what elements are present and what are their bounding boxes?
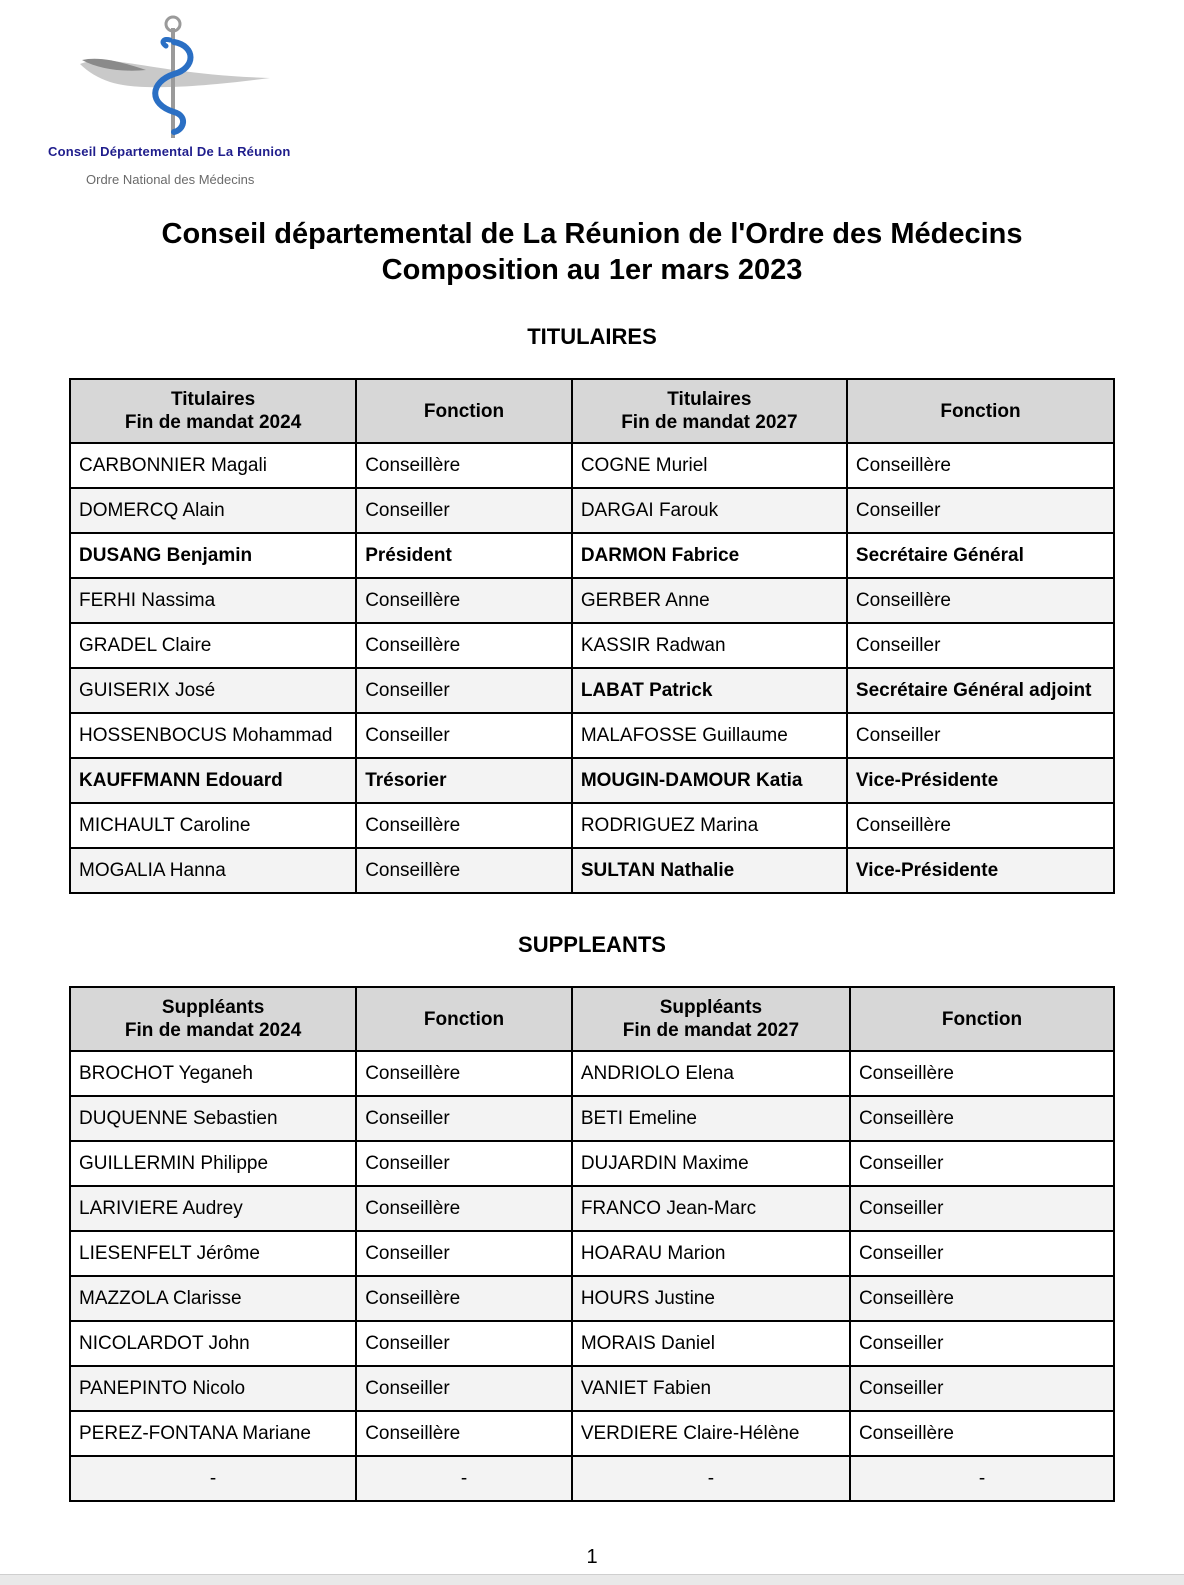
member-name-cell: DUQUENNE Sebastien: [70, 1096, 356, 1141]
table-row: [70, 668, 1114, 713]
member-role-cell: Conseillère: [850, 1276, 1114, 1321]
member-name-cell: SULTAN Nathalie: [572, 848, 847, 893]
table-row: [70, 713, 1114, 758]
member-role-cell: -: [850, 1456, 1114, 1501]
titulaires-heading: TITULAIRES: [527, 324, 657, 349]
member-role-cell: Conseillère: [356, 1186, 572, 1231]
member-name-cell: DARMON Fabrice: [572, 533, 847, 578]
member-name-cell: FERHI Nassima: [70, 578, 356, 623]
table-row: [70, 1051, 1114, 1096]
member-name-cell: KASSIR Radwan: [572, 623, 847, 668]
table-row: [70, 533, 1114, 578]
member-role-cell: Conseillère: [356, 848, 572, 893]
member-role-cell: Conseiller: [850, 1366, 1114, 1411]
member-name-cell: LABAT Patrick: [572, 668, 847, 713]
header-fonction: Fonction: [356, 987, 572, 1051]
member-name-cell: HOARAU Marion: [572, 1231, 850, 1276]
member-role-cell: Conseiller: [356, 1366, 572, 1411]
member-name-cell: NICOLARDOT John: [70, 1321, 356, 1366]
table-row: [70, 1276, 1114, 1321]
table-row: [70, 1411, 1114, 1456]
member-name-cell: KAUFFMANN Edouard: [70, 758, 356, 803]
member-name-cell: MALAFOSSE Guillaume: [572, 713, 847, 758]
header-fonction: Fonction: [850, 987, 1114, 1051]
member-role-cell: Vice-Présidente: [847, 758, 1114, 803]
table-row: [70, 1456, 1114, 1501]
member-name-cell: DARGAI Farouk: [572, 488, 847, 533]
member-name-cell: GERBER Anne: [572, 578, 847, 623]
member-role-cell: Conseillère: [356, 1276, 572, 1321]
member-name-cell: FRANCO Jean-Marc: [572, 1186, 850, 1231]
table-header-row: [70, 379, 1114, 443]
member-role-cell: Conseillère: [850, 1096, 1114, 1141]
header-fonction: Fonction: [356, 379, 572, 443]
suppleants-table: [69, 986, 1115, 1502]
member-name-cell: BROCHOT Yeganeh: [70, 1051, 356, 1096]
member-role-cell: Conseillère: [847, 578, 1114, 623]
member-role-cell: Conseillère: [356, 1411, 572, 1456]
member-role-cell: Conseillère: [356, 1051, 572, 1096]
logo-subtitle: Ordre National des Médecins: [86, 172, 255, 187]
logo-organization-name: Conseil Départemental De La Réunion: [48, 144, 291, 159]
member-role-cell: Conseiller: [356, 1141, 572, 1186]
member-name-cell: RODRIGUEZ Marina: [572, 803, 847, 848]
header-titulaires-2024: Titulaires Fin de mandat 2024: [70, 379, 356, 443]
member-role-cell: -: [356, 1456, 572, 1501]
member-role-cell: Conseillère: [356, 623, 572, 668]
member-role-cell: Conseillère: [847, 803, 1114, 848]
member-role-cell: Secrétaire Général: [847, 533, 1114, 578]
member-name-cell: LIESENFELT Jérôme: [70, 1231, 356, 1276]
member-name-cell: GUILLERMIN Philippe: [70, 1141, 356, 1186]
member-name-cell: DOMERCQ Alain: [70, 488, 356, 533]
member-role-cell: Conseiller: [847, 713, 1114, 758]
member-name-cell: PANEPINTO Nicolo: [70, 1366, 356, 1411]
member-name-cell: MORAIS Daniel: [572, 1321, 850, 1366]
member-role-cell: Trésorier: [356, 758, 572, 803]
member-name-cell: COGNE Muriel: [572, 443, 847, 488]
document-title: Conseil départemental de La Réunion de l'Ordre des Médecins: [161, 218, 1023, 250]
member-name-cell: HOURS Justine: [572, 1276, 850, 1321]
member-name-cell: MAZZOLA Clarisse: [70, 1276, 356, 1321]
member-role-cell: Conseillère: [356, 443, 572, 488]
titulaires-table: [69, 378, 1115, 894]
organization-logo: [40, 12, 320, 192]
header-titulaires-2027: Titulaires Fin de mandat 2027: [572, 379, 847, 443]
table-row: [70, 1141, 1114, 1186]
member-role-cell: Président: [356, 533, 572, 578]
member-name-cell: ANDRIOLO Elena: [572, 1051, 850, 1096]
member-name-cell: GRADEL Claire: [70, 623, 356, 668]
member-role-cell: Conseiller: [847, 488, 1114, 533]
member-role-cell: Conseillère: [847, 443, 1114, 488]
page-number: 1: [586, 1546, 598, 1568]
member-name-cell: DUSANG Benjamin: [70, 533, 356, 578]
member-name-cell: VERDIERE Claire-Hélène: [572, 1411, 850, 1456]
table-row: [70, 758, 1114, 803]
table-row: [70, 443, 1114, 488]
table-row: [70, 848, 1114, 893]
member-role-cell: Conseiller: [356, 1096, 572, 1141]
member-name-cell: CARBONNIER Magali: [70, 443, 356, 488]
table-row: [70, 1096, 1114, 1141]
member-role-cell: Conseillère: [356, 803, 572, 848]
member-role-cell: Conseiller: [850, 1231, 1114, 1276]
member-role-cell: Conseiller: [356, 1321, 572, 1366]
member-name-cell: DUJARDIN Maxime: [572, 1141, 850, 1186]
member-name-cell: PEREZ-FONTANA Mariane: [70, 1411, 356, 1456]
table-row: [70, 623, 1114, 668]
member-role-cell: Conseiller: [850, 1186, 1114, 1231]
table-row: [70, 1321, 1114, 1366]
member-role-cell: Conseiller: [850, 1141, 1114, 1186]
member-name-cell: MICHAULT Caroline: [70, 803, 356, 848]
member-role-cell: Conseiller: [356, 1231, 572, 1276]
member-role-cell: Conseillère: [850, 1051, 1114, 1096]
member-role-cell: Conseillère: [850, 1411, 1114, 1456]
member-role-cell: Secrétaire Général adjoint: [847, 668, 1114, 713]
member-name-cell: GUISERIX José: [70, 668, 356, 713]
member-name-cell: BETI Emeline: [572, 1096, 850, 1141]
member-role-cell: Conseillère: [356, 578, 572, 623]
member-role-cell: Conseiller: [356, 488, 572, 533]
table-row: [70, 1231, 1114, 1276]
viewer-bottom-bar: [0, 1574, 1184, 1585]
member-name-cell: MOGALIA Hanna: [70, 848, 356, 893]
document-subtitle: Composition au 1er mars 2023: [381, 254, 803, 286]
table-row: [70, 1186, 1114, 1231]
table-header-row: [70, 987, 1114, 1051]
member-name-cell: LARIVIERE Audrey: [70, 1186, 356, 1231]
member-name-cell: VANIET Fabien: [572, 1366, 850, 1411]
member-name-cell: HOSSENBOCUS Mohammad: [70, 713, 356, 758]
member-role-cell: Conseiller: [356, 668, 572, 713]
table-row: [70, 488, 1114, 533]
member-name-cell: -: [70, 1456, 356, 1501]
member-role-cell: Conseiller: [850, 1321, 1114, 1366]
table-row: [70, 803, 1114, 848]
header-fonction: Fonction: [847, 379, 1114, 443]
member-role-cell: Conseiller: [847, 623, 1114, 668]
member-name-cell: MOUGIN-DAMOUR Katia: [572, 758, 847, 803]
table-row: [70, 1366, 1114, 1411]
caduceus-logo-icon: [70, 12, 280, 142]
member-name-cell: -: [572, 1456, 850, 1501]
member-role-cell: Vice-Présidente: [847, 848, 1114, 893]
member-role-cell: Conseiller: [356, 713, 572, 758]
header-suppleants-2024: Suppléants Fin de mandat 2024: [70, 987, 356, 1051]
suppleants-heading: SUPPLEANTS: [518, 932, 666, 957]
header-suppleants-2027: Suppléants Fin de mandat 2027: [572, 987, 850, 1051]
table-row: [70, 578, 1114, 623]
